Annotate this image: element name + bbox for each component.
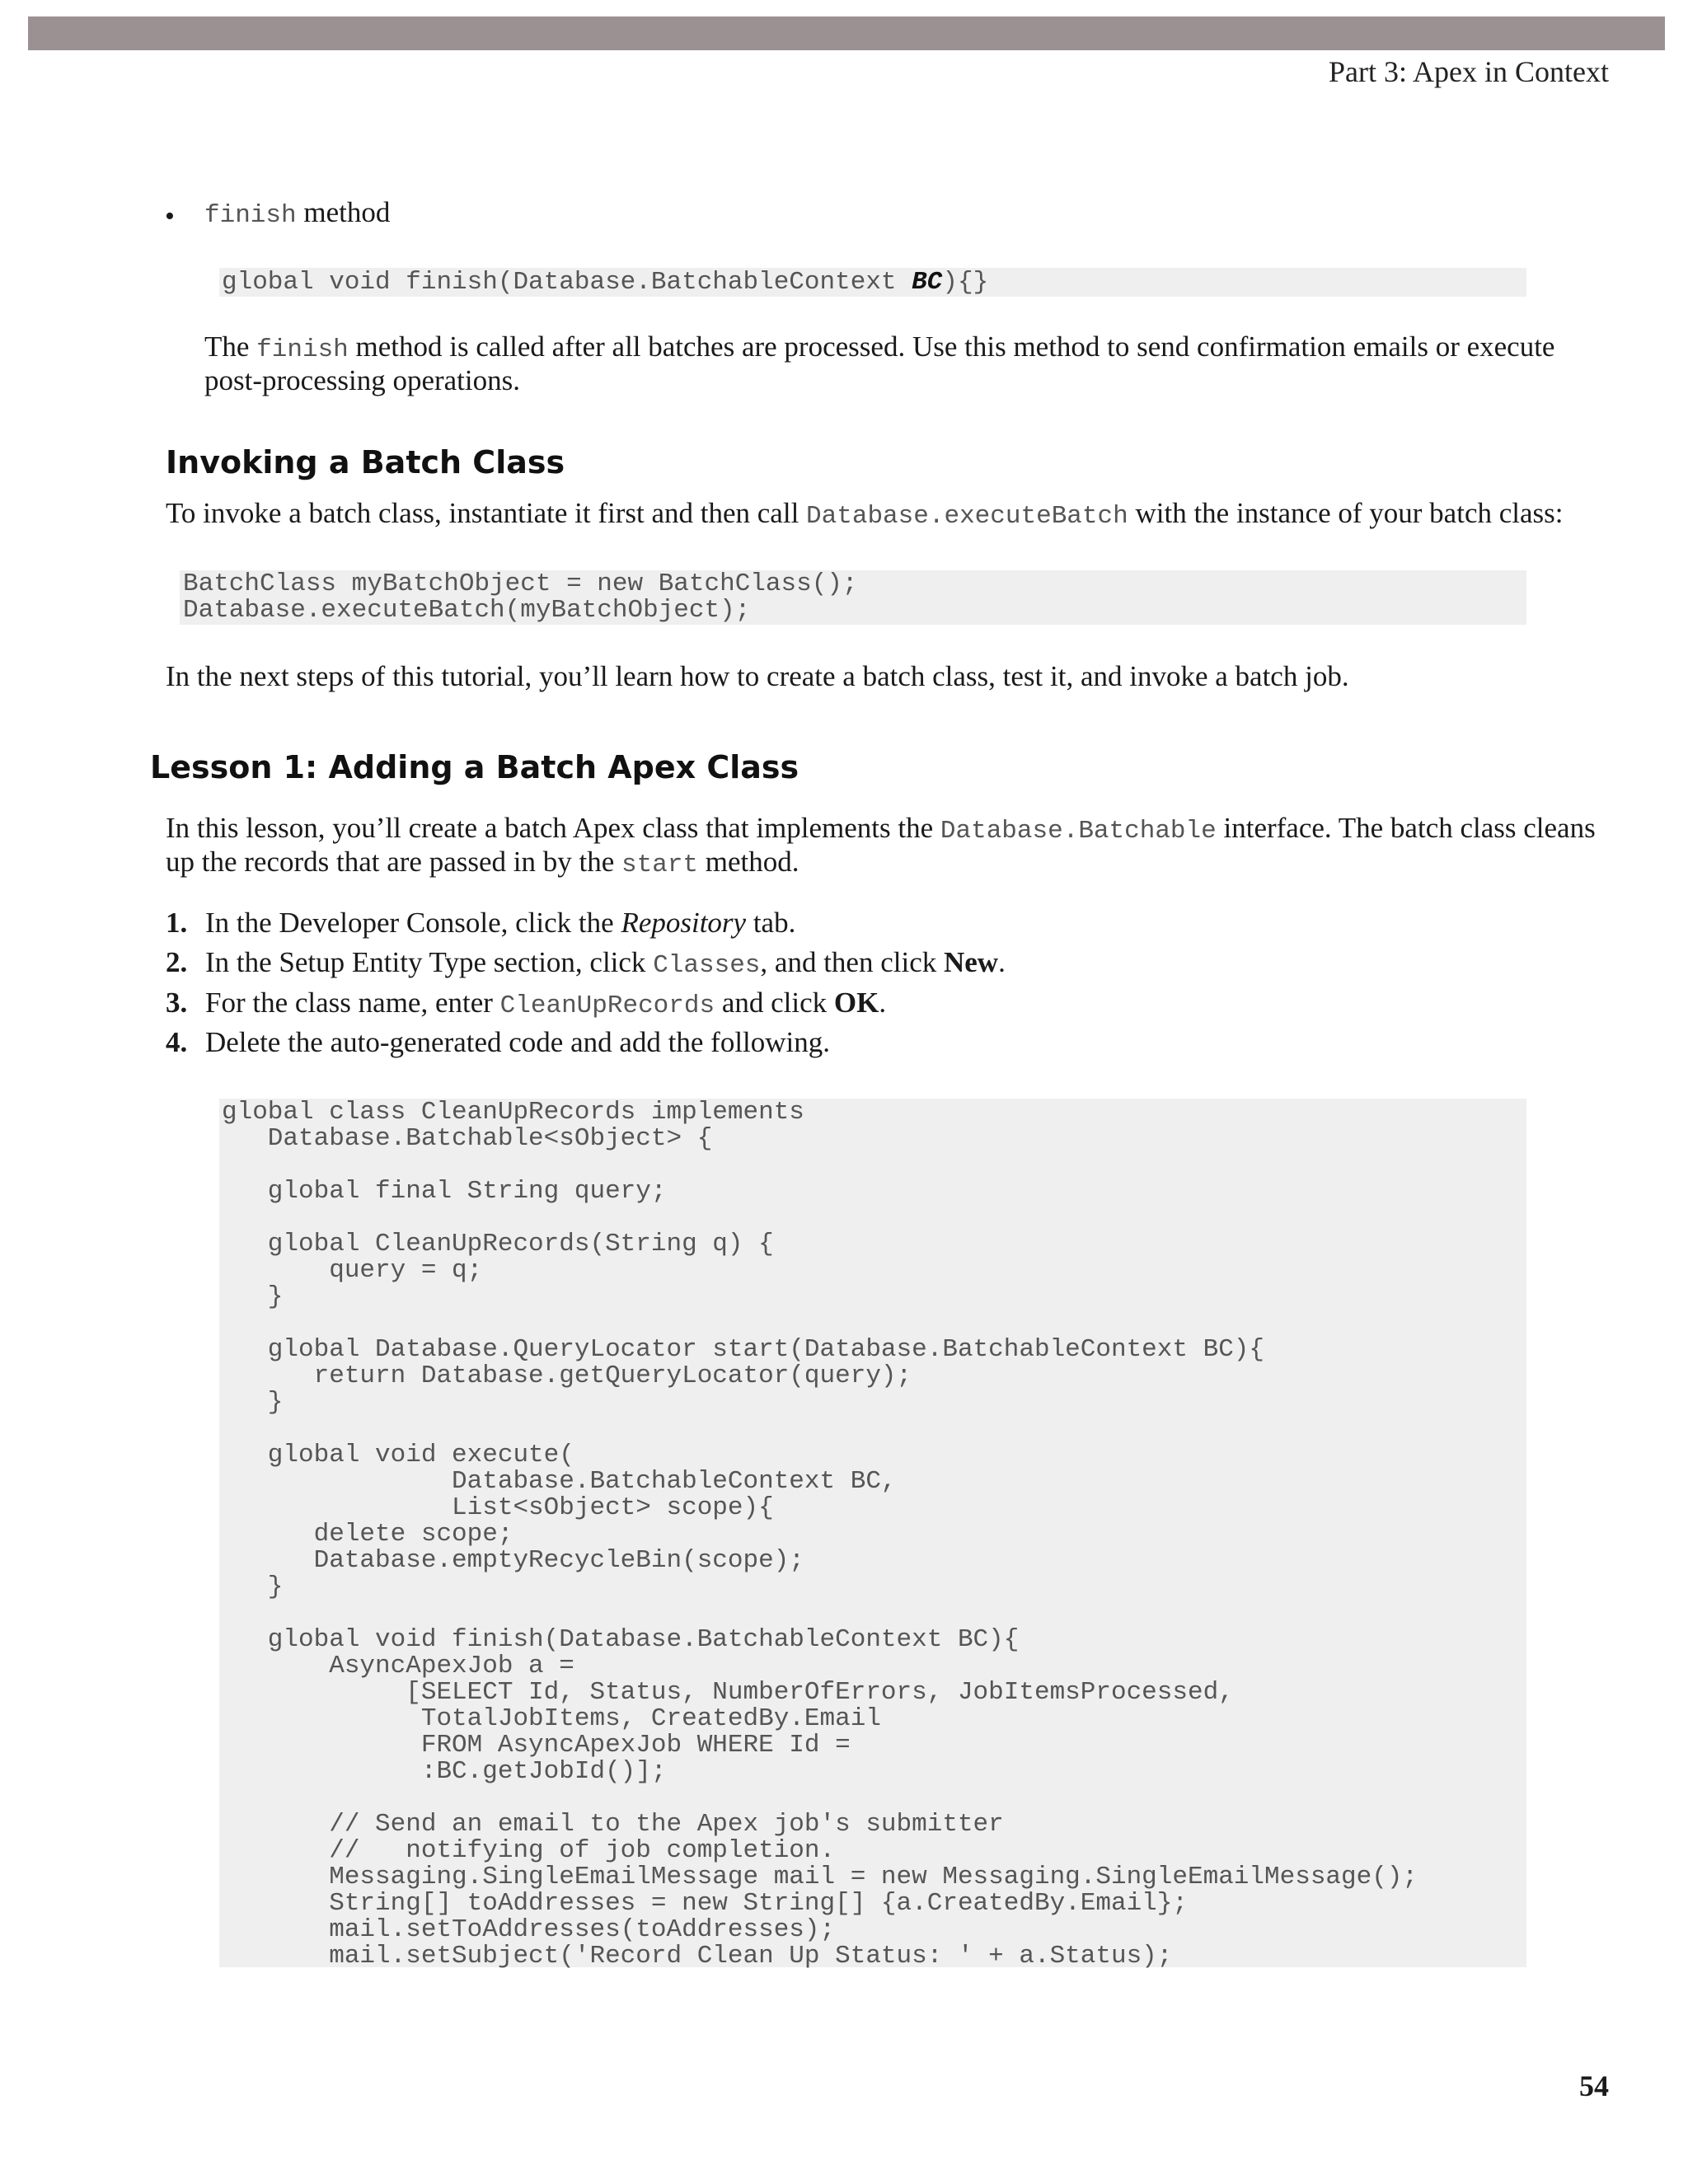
- inline-code: finish: [256, 335, 349, 364]
- heading-lesson-1: Lesson 1: Adding a Batch Apex Class: [150, 749, 799, 785]
- paragraph-finish-line2: post-processing operations.: [204, 364, 520, 396]
- step-4: 4. Delete the auto-generated code and add the following.: [166, 1026, 831, 1058]
- bullet-finish-method: finish method: [204, 196, 391, 230]
- paragraph-next-steps: In the next steps of this tutorial, you’ll learn how to create a batch class, test it, and invoke a batch job.: [166, 660, 1349, 692]
- paragraph-invoking: To invoke a batch class, instantiate it first and then call Database.executeBatch with the instance of your batch class:: [166, 497, 1564, 531]
- page-number: 54: [1579, 2069, 1609, 2102]
- paragraph-lesson-intro-line1: In this lesson, you’ll create a batch Apex class that implements the Database.Batchable interface. The batch class cleans: [166, 812, 1596, 846]
- step-1: 1. In the Developer Console, click the Repository tab.: [166, 907, 796, 939]
- inline-code: Database.executeBatch: [806, 502, 1128, 531]
- code-block-finish-signature: global void finish(Database.BatchableContext BC){}: [219, 268, 1526, 297]
- header-bar: [28, 16, 1665, 50]
- inline-code: Database.Batchable: [940, 817, 1217, 846]
- code-block-cleanup-records: global class CleanUpRecords implements Database.Batchable<sObject> { global final String query; global CleanUpRecords(String q) { query = q; } global Database.QueryLocator start(Database.BatchableContext BC){ return Database.getQueryLocator(query); } global void execute( Database.BatchableContext BC, List<sObject> scope){ delete scope; Database.emptyRecycleBin(scope); } global void finish(Database.BatchableContext BC){ AsyncApexJob a = [SELECT Id, Status, NumberOfErrors, JobItemsProcessed, TotalJobItems, CreatedBy.Email FROM AsyncApexJob WHERE Id = :BC.getJobId()]; // Send an email to the Apex job's submitter // notifying of job completion. Messaging.SingleEmailMessage mail = new Messaging.SingleEmailMessage(); String[] toAddresses = new String[] {a.CreatedBy.Email}; mail.setToAddresses(toAddresses); mail.setSubject('Record Clean Up Status: ' + a.Status);: [219, 1099, 1526, 1967]
- bullet-dot: •: [165, 201, 175, 232]
- inline-code: start: [621, 851, 699, 879]
- section-header: Part 3: Apex in Context: [1329, 55, 1609, 88]
- inline-code: Classes: [653, 951, 761, 980]
- heading-invoking-batch-class: Invoking a Batch Class: [166, 444, 565, 480]
- paragraph-finish-line1: The finish method is called after all batches are processed. Use this method to send confirmation emails or execute: [204, 330, 1555, 364]
- code-block-invoke: BatchClass myBatchObject = new BatchClass(); Database.executeBatch(myBatchObject);: [180, 570, 1526, 625]
- step-2: 2. In the Setup Entity Type section, click Classes, and then click New.: [166, 946, 1006, 980]
- step-3: 3. For the class name, enter CleanUpRecords and click OK.: [166, 987, 887, 1020]
- inline-code: finish: [204, 201, 297, 230]
- inline-code: CleanUpRecords: [499, 991, 715, 1020]
- paragraph-lesson-intro-line2: up the records that are passed in by the start method.: [166, 846, 799, 879]
